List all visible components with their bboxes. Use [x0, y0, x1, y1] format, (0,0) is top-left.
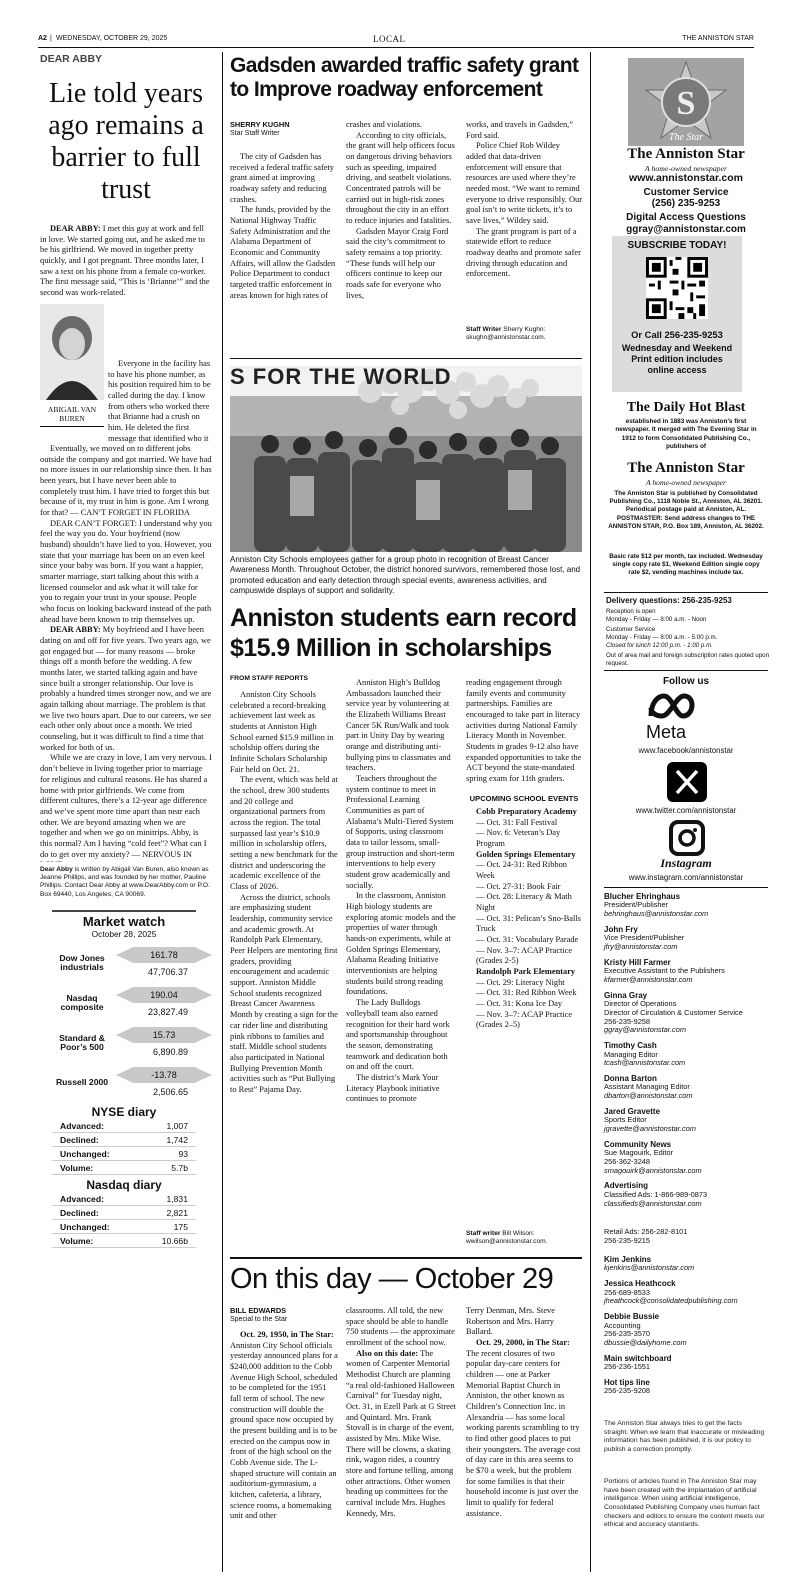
abby-portrait	[40, 304, 104, 428]
cs-phone: (256) 235-9253	[651, 197, 721, 209]
gadsden-headline: Gadsden awarded traffic safety grant to Improve roadway enforcement	[230, 54, 579, 102]
staff-name: Donna Barton	[604, 1074, 657, 1083]
gadsden-p2: The funds, provided by the National Highway Traffic Safety Administration and the Alabama Department of Economic and Community Affairs, will allow the Gadsden Police Department to conduct targeted traffic enforcement in areas known for high rates of	[230, 205, 336, 300]
staff-contact[interactable]: jfry@annistonstar.com	[604, 942, 678, 952]
event-item: — Oct. 27-31: Book Fair	[476, 881, 561, 891]
gadsden-p8: The grant program is part of a statewide effort to reduce roadway deaths and promote safer driving through education and enforcement.	[466, 226, 581, 279]
instagram-url[interactable]: www.instagram.com/annistonstar	[628, 873, 744, 882]
otd-1950-text: Anniston City School officials yesterday announced plans for a $240,000 addition to the Cobb Avenue High School, scheduled to be completed for the 1951 fall term of school. The new construction will double the ground space now occupied by the present building and is to be erected on the campus now in front of the high school on the Cobb Avenue side. The L-shaped structure will contain an auditorium-gymnasium, a kitchen, cafeteria, a library, science rooms, a homemaking unit and other	[230, 1340, 338, 1521]
paper-name: THE ANNISTON STAR	[682, 35, 754, 42]
anniston-p1: Anniston City Schools celebrated a record-breaking achievement last week as students at Anniston High School earned $15.9 million in scholship offers during the Infinite Scholars Scholarship Fair held on Oct. 21.	[230, 690, 334, 774]
meta-icon[interactable]	[646, 692, 696, 722]
index-level: 6,890.89	[152, 1047, 188, 1057]
event-item: — Nov. 6: Veteran’s Day Program	[476, 828, 561, 848]
anniston-col3	[466, 678, 582, 1031]
reception: Reception is open	[606, 608, 656, 615]
staff-directory	[604, 892, 770, 1214]
otd-also-text: The women of Carpenter Memorial Methodist Church are planning “a real old-fashioned Halloween Carnival” for Tuesday night, Oct. 31, in Ezell Park at G Street and Quintard. Mrs. Frank Stovall is in charge of the event, assisted by Mrs. Mike Wise. There will be clowns, a skating rink, wagon rides, a country store and fortune telling, among other attractions. Other women heading up committees for the carnival include Mrs. Hughes Kennedy, Mrs.	[346, 1348, 456, 1518]
masthead-2: The Anniston Star	[627, 460, 745, 476]
abby-portrait-image	[40, 304, 104, 400]
index-values	[112, 943, 196, 983]
ai-policy: Portions of articles found in The Anniston Star may have been created with the implantation of artificial intelligence. When using artificial intelligence, Consolidated Publishing Company uses human fact checkers and editors to ensure the content meets our ethical and accuracy standards.	[604, 1478, 765, 1529]
staff-entry	[604, 1255, 770, 1273]
reception-hours: Monday - Friday — 8:00 a.m. - Noon	[606, 616, 707, 624]
abby-p2-top	[108, 359, 212, 445]
onthisday-headline: On this day — October 29	[230, 1263, 554, 1295]
staff-contact[interactable]: kfarmer@annistonstar.com	[604, 974, 693, 984]
staff-title: Assistant Managing Editor	[604, 1082, 690, 1092]
anniston-p2: The event, which was held at the school, drew 300 students and 20 college and organizational partners from across the region. The total surpassed last year’s $10.9 million in scholarship offers, setting a new benchmark for the district and underscoring the academic excellence of the Class of 2026.	[230, 775, 338, 892]
gadsden-role: Star Staff Writer	[230, 130, 280, 137]
photo-caption: Anniston City Schools employees gather for a group photo in recognition of Breast Cancer Awareness Month. Throughout October, the district honored survivors, remembered those lost, and promoted education and early detection through special events, awareness activities, and campuswide displays of support and solidarity.	[230, 555, 581, 596]
hotblast-masthead: The Daily Hot Blast	[626, 400, 746, 415]
publisher-note: The Anniston Star is published by Consolidated Publishing Co., 1118 Noble St., Anniston, AL 36201. Periodical postage paid at Anniston, AL. POSTMASTER: Send address changes to THE ANNISTON STAR, P.O. Box 189, Anniston, AL 36202.	[608, 490, 764, 530]
abby-credit-text: is written by Abigail Van Buren, also known as Jeanne Phillips, and was founded by her mother, Pauline Phillips. Contact Dear Abby at www.DearAbby.com or P.O. Box 69440, Los Angeles, CA 90069.	[40, 866, 210, 898]
staff-entry	[604, 925, 770, 952]
nasdaq-rows	[52, 1192, 196, 1248]
instagram-icon[interactable]	[669, 820, 705, 856]
market-row	[52, 943, 196, 983]
anniston-byline: FROM STAFF REPORTS	[230, 675, 309, 682]
staff-entry	[604, 1354, 770, 1372]
gadsden-p7: Police Chief Rob Wildey added that data-driven enforcement will ensure that resources are used where they’re needed most. “We want to remind everyone to drive responsibly. Our goal isn’t to write tickets, it’s to save lives,” Wildey said.	[466, 141, 582, 226]
staff-entry	[604, 1041, 770, 1068]
onthisday-col1	[230, 1330, 338, 1568]
out-of-area: Out of area mail and foreign subscription rates quoted upon request.	[606, 652, 770, 668]
qr-code-icon[interactable]	[646, 257, 708, 319]
diary-label: Unchanged:	[60, 1222, 110, 1232]
cs-label: Customer Service	[643, 187, 729, 198]
event-item: — Oct. 29: Literacy Night	[476, 977, 565, 987]
diary-row	[52, 1119, 196, 1133]
diary-row	[52, 1147, 196, 1161]
access-note: Wednesday and Weekend Print edition includes online access	[621, 343, 733, 375]
staff-name: Ginna Gray	[604, 990, 648, 1000]
diary-value: 1,742	[166, 1135, 188, 1145]
index-level: 2,506.65	[152, 1087, 188, 1097]
anniston-col1	[230, 690, 338, 1250]
instagram-label: Instagram	[660, 856, 712, 870]
diary-row	[52, 1133, 196, 1147]
index-values	[112, 983, 196, 1023]
abby-credit	[40, 866, 212, 899]
diary-value: 93	[178, 1149, 188, 1159]
index-level: 23,827.49	[147, 1007, 188, 1017]
page-header: A2 | WEDNESDAY, OCTOBER 29, 2025 LOCAL THE ANNISTON STAR	[38, 34, 754, 44]
anniston-col2	[346, 678, 456, 1250]
index-values	[112, 1063, 196, 1103]
abby-p1-lead: DEAR ABBY:	[50, 224, 101, 233]
market-top-rule	[52, 910, 196, 912]
staff-entry	[604, 1140, 770, 1176]
school-name: Cobb Preparatory Academy	[476, 806, 577, 816]
market-row	[52, 983, 196, 1023]
photo-banner-text: S FOR THE WORLD	[230, 366, 452, 389]
index-change: 190.04	[150, 990, 178, 1000]
staff-title: Sports Editor	[604, 1115, 647, 1125]
staff-title: President/Publisher	[604, 900, 669, 910]
follow-rule	[604, 670, 768, 671]
staff-name: Timothy Cash	[604, 1041, 657, 1051]
events-list	[466, 807, 582, 1031]
column-divider-right	[590, 52, 591, 1572]
gadsden-p3: crashes and violations.	[346, 120, 423, 129]
market-date: October 28, 2025	[91, 929, 157, 939]
event-item: — Nov. 3–7: ACAP Practice (Grades 2–5)	[476, 1009, 573, 1030]
otd-names: Terry Denman, Mrs. Steve Robertson and Mrs. Harry Ballard.	[466, 1306, 555, 1337]
abby-p4: DEAR CAN’T FORGET: I understand why you feel the way you do. Your boyfriend (now husband) shouldn’t have lied to you. However, you state that your marriage has been on an even keel since your baby was born. If you want a happier, smarter marriage, start talking about this with a licensed counselor and ask what it will take for you to regain your trust in your spouse. People who focus on looking backward instead of the path ahead have been known to trip themselves up.	[40, 518, 212, 624]
delivery: Delivery questions: 256-235-9253	[606, 596, 732, 605]
anniston-tag-text: Bill Wilson: wwilson@annistonstar.com.	[466, 1230, 548, 1246]
gadsden-p5: Gadsden Mayor Craig Ford said the city’s commitment to safety remains a top priority. “These funds will help our officers continue to keep our roads safe for everyone who lives,	[346, 226, 449, 300]
group-photo	[230, 366, 582, 552]
otd-2000-lead: Oct. 29, 2000, in The Star:	[476, 1338, 570, 1348]
tagline: A home-owned newspaper	[644, 164, 728, 173]
onthisday-byline: BILL EDWARDS	[230, 1306, 287, 1315]
event-item: — Oct. 31: Red Ribbon Week	[476, 988, 577, 998]
staff-contact[interactable]: classifieds@annistonstar.com	[604, 1198, 702, 1208]
event-item: — Oct. 31: Fall Festival	[476, 817, 558, 827]
staff-name: Hot tips line	[604, 1377, 650, 1387]
index-values	[112, 1023, 196, 1063]
staff-entry	[604, 1074, 770, 1101]
staff-contact[interactable]: dbussie@dailyhome.com	[604, 1337, 687, 1347]
staff-rule	[604, 887, 768, 888]
instagram-camera-icon[interactable]	[673, 824, 701, 852]
otd-also-lead: Also on this date:	[356, 1348, 419, 1358]
event-item: — Oct. 28: Literacy & Math Night	[476, 892, 572, 912]
event-item: — Oct. 31: Kona Ice Day	[476, 998, 563, 1008]
staff-contact[interactable]: behringhaus@annistonstar.com	[604, 909, 709, 919]
event-item: — Nov. 3–7: ACAP Practice (Grades 2-5)	[476, 945, 573, 966]
page-number: A2	[38, 35, 47, 42]
x-icon[interactable]	[667, 762, 707, 802]
event-item: — Oct. 31: Vocabulary Parade	[476, 934, 579, 944]
staff-title: Classified Ads: 1-866-989-0873	[604, 1189, 708, 1199]
staff-title: Sue Magouirk, Editor 256-362-3248	[604, 1148, 674, 1166]
diary-row	[52, 1234, 196, 1248]
gadsden-rule	[230, 358, 582, 359]
twitter-url[interactable]: www.twitter.com/annistonstar	[635, 806, 737, 815]
gadsden-p4: According to city officials, the grant will help officers focus on dangerous driving behaviors such as speeding, impaired driving, and seatbelt violations. Concentrated patrols will be carried out in high-risk zones throughout the city in an effort to reduce injuries and fatalities.	[346, 130, 455, 226]
onthisday-role: Special to the Star	[230, 1316, 288, 1323]
diary-value: 175	[173, 1222, 188, 1232]
staff-contact[interactable]: smagouirk@annistonstar.com	[604, 1165, 702, 1175]
staff-name: Kristy Hill Farmer	[604, 957, 671, 967]
anniston-tag-lead: Staff writer	[466, 1230, 501, 1237]
staff-title: 256-236-1551	[604, 1362, 651, 1372]
logo-text: The Star	[668, 132, 704, 143]
staff-contact[interactable]: jheathcock@consolidatedpublishing.com	[604, 1296, 738, 1306]
rates: Basic rate $12 per month, tax included. Wednesday single copy rate $1, Weekend Edition single copy rate $2, vending machines include tax.	[609, 553, 763, 577]
otd-1950-lead: Oct. 29, 1950, in The Star:	[240, 1330, 334, 1339]
staff-title: Managing Editor	[604, 1049, 658, 1059]
cs2-hours: Monday - Friday — 8:00 a.m. - 5:00 p.m.	[606, 634, 718, 642]
site-url[interactable]: www.annistonstar.com	[629, 172, 743, 184]
subscribe-label[interactable]: SUBSCRIBE TODAY!	[627, 240, 727, 251]
meta-logo-icon[interactable]	[646, 692, 696, 722]
diary-label: Advanced:	[60, 1121, 104, 1131]
diary-value: 2,821	[166, 1208, 188, 1218]
gadsden-byline: SHERRY KUGHN	[230, 120, 290, 129]
anniston-headline: Anniston students earn record $15.9 Million in scholarships	[230, 604, 577, 662]
abby-headline: Lie told years ago remains a barrier to full trust	[48, 78, 204, 205]
school-name: Golden Springs Elementary	[476, 849, 576, 859]
market-row	[52, 1063, 196, 1103]
index-name: Standard & Poor’s 500	[59, 1032, 105, 1052]
staff-directory-2	[604, 1255, 770, 1402]
nyse-rows	[52, 1119, 196, 1175]
gadsden-p6: works, and travels in Gadsden,” Ford said.	[466, 120, 573, 140]
office-hours	[606, 608, 770, 668]
digital-email[interactable]: ggray@annistonstar.com	[626, 224, 746, 235]
anniston-p7: The Lady Bulldogs volleyball team also earned recognition for their hard work and sportsmanship throughout the season, demonstrating teamwork and dedication both on and off the court.	[346, 998, 450, 1072]
header-rule	[38, 47, 754, 48]
staff-name: Kim Jenkins	[604, 1255, 652, 1264]
event-item: — Oct. 24-31: Red Ribbon Week	[476, 860, 567, 880]
gadsden-col1	[230, 152, 338, 301]
diary-row	[52, 1206, 196, 1220]
anniston-p8: The district’s Mark Your Literacy Playbook initiative continues to promote	[346, 1072, 440, 1104]
staff-name: Main switchboard	[604, 1353, 672, 1363]
anniston-tagline	[466, 1230, 582, 1246]
staff-entry	[604, 1312, 770, 1348]
onthisday-col2	[346, 1306, 456, 1568]
abby-body-bottom	[40, 444, 212, 862]
onthisday-col3	[466, 1306, 582, 1568]
facebook-url[interactable]: www.facebook/annistonstar	[638, 746, 734, 755]
staff-name: Community News	[604, 1139, 672, 1149]
abby-p5: My boyfriend and I have been dating on and off for five years. Two years ago, we got engaged but — for many reasons — broke things off a month before the wedding. A few months later, we started talking again and have since built a stronger relationship. Our love is probably a hundred times stronger now, and we are again talking about marriage. The problem is that we live two hours apart. Due to our careers, we see each other only about once a month. We tried counseling, but it was difficult to find a time that worked for both of us.	[40, 625, 212, 752]
svg-text:S: S	[676, 85, 696, 122]
staff-name: Jared Gravette	[604, 1106, 661, 1116]
staff-title: Director of Operations Director of Circulation & Customer Service 256-235-9258	[604, 999, 743, 1026]
anniston-p4: Anniston High’s Bulldog Ambassadors launched their service year by volunteering at the Elizabeth Williams Breast Cancer 5K Run/Walk and took part in Unity Day by wearing orange and distributing anti-bullying pins to classmates and teachers.	[346, 678, 451, 773]
staff-entry	[604, 892, 770, 919]
nyse-title: NYSE diary	[91, 1105, 157, 1119]
diary-label: Declined:	[60, 1135, 99, 1145]
staff-contact[interactable]: jgravette@annistonstar.com	[604, 1124, 696, 1134]
abby-p6: While we are crazy in love, I am very nervous. I don’t believe in living together prior to marriage for religious and cultural reasons. He has shared a home with prior girlfriends. We come from different cultures, there’s a 12-year age difference and we’ve spent more time apart than near each other. We are beyond amazing when we are together and when we go on minitrips. Abby, is this normal? Am I having “cold feet”? What can I do to get over my anxiety? — NERVOUS IN	[40, 753, 212, 859]
index-change: -13.78	[151, 1070, 177, 1080]
staff-entry	[604, 1181, 770, 1208]
anniston-p9: reading engagement through family events and community partnerships. Families are encouraged to take part in literacy activities during National Family Literacy Month in November. Students in grades 9-12 also have expanded opportunities to take the ACT beyond the state-mandated spring exam for 11th graders.	[466, 678, 582, 784]
follow-us: Follow us	[662, 676, 710, 687]
event-item: — Oct. 31: Pelican’s Sno-Balls Truck	[476, 913, 581, 934]
abby-p3: Eventually, we moved on to different jobs outside the company and got married. We have had no more issues in our relationship since then. It has been years, but I have never been able to completely trust him. I have tried to forget this but because of it, my trust in him is gone. Am I wrong for that? — CAN’T FORGET IN FLORIDA	[40, 444, 212, 518]
market-rows	[52, 943, 196, 1103]
abby-credit-lead: Dear Abby	[40, 866, 73, 873]
market-watch	[52, 914, 196, 1248]
abby-kicker: DEAR ABBY	[40, 53, 103, 65]
staff-contact[interactable]: kjenkins@annistonstar.com	[604, 1263, 695, 1273]
diary-label: Volume:	[60, 1236, 94, 1246]
staff-contact[interactable]: tcash@annistonstar.com	[604, 1058, 686, 1068]
diary-value: 1,831	[166, 1194, 188, 1204]
index-change: 161.78	[150, 950, 178, 960]
hotblast-note: established in 1883 was Anniston’s first newspaper. It merged with The Evening Star in 1912 to form Consolidated Publishing Co., publishers of	[615, 418, 757, 450]
school-name: Randolph Park Elementary	[476, 966, 576, 976]
diary-label: Declined:	[60, 1208, 99, 1218]
or-call: Or Call 256-235-9253	[631, 329, 723, 340]
diary-label: Unchanged:	[60, 1149, 110, 1159]
header-date: WEDNESDAY, OCTOBER 29, 2025	[56, 35, 168, 42]
market-title: Market watch	[82, 914, 166, 929]
gadsden-tag-lead: Staff Writer	[466, 326, 502, 333]
otd-classrooms: classrooms. All told, the new space should be able to handle 750 students — the approximate enrollment of the school now.	[346, 1306, 455, 1348]
abby-p1: I met this guy at work and fell in love. We started going out, and he asked me to be his girlfriend. We moved in together pretty quickly, and I got pregnant. Three months later, I saw a text on his phone from a female co-worker. The first message said, “This is ‘Brianne’” and the second was work-related.	[40, 224, 210, 298]
section-name: LOCAL	[373, 34, 406, 44]
index-level: 47,706.37	[147, 967, 188, 977]
diary-row	[52, 1220, 196, 1234]
portrait-caption: ABIGAIL VAN BUREN	[47, 405, 97, 423]
anniston-p5: Teachers throughout the system continue to meet in Professional Learning Communities as part of Alabama’s Multi-Tiered System of Supports, using classroom data to tailor lessons, small-group instruction and short-term interventions to help every student grow academically and socially.	[346, 774, 455, 890]
abby-body-top	[40, 224, 212, 299]
otd-2000-text: The recent closures of two popular day-care centers for children — one at Parker Memorial Baptist Church in Anniston, the other known as Children’s Connection Inc. in Alexandria — has some local working parents scrambling to try to find other good places to put their youngsters. The average cost of day care in this area seems to be $70 a week, but the problem for some families is that their household income is just over the limit to qualify for federal assistance.	[466, 1348, 581, 1518]
column-divider-left	[222, 52, 223, 1572]
diary-label: Volume:	[60, 1163, 94, 1173]
diary-value: 1,007	[166, 1121, 188, 1131]
group-photo-image	[230, 366, 582, 552]
digital-label: Digital Access Questions	[626, 212, 746, 223]
staff-name: Blucher Ehringhaus	[604, 892, 681, 901]
index-name: Nasdaq composite	[60, 992, 104, 1012]
staff-entry	[604, 1279, 770, 1306]
staff-entry	[604, 1378, 770, 1396]
lunch: Closed for lunch 12:00 p.m. - 1:00 p.m.	[606, 642, 713, 650]
subscribe-box	[612, 236, 742, 392]
staff-title: Vice President/Publisher	[604, 933, 685, 943]
staff-name: Advertising	[604, 1181, 649, 1191]
staff-contact[interactable]: ggray@annistonstar.com	[604, 1025, 686, 1035]
gadsden-col2	[346, 120, 456, 301]
market-row	[52, 1023, 196, 1063]
index-change: 15.73	[152, 1030, 176, 1040]
staff-name: John Fry	[604, 924, 638, 934]
cs2: Customer Service	[606, 626, 656, 634]
staff-title: 256-689-8533	[604, 1287, 651, 1297]
nasdaq-title: Nasdaq diary	[86, 1178, 162, 1192]
masthead: The Anniston Star	[627, 146, 745, 162]
gadsden-tagline	[466, 326, 582, 342]
correction-policy: The Anniston Star always tries to get the facts straight. When we learn that inaccurate or misleading information has been published, it is our policy to publish a correction promptly.	[604, 1420, 765, 1454]
gadsden-col3	[466, 120, 582, 280]
anniston-p3: Across the district, schools are emphasizing student leadership, community service and academic growth. At Randolph Park Elementary, Peer Helpers are mentoring first graders, providing encouragement and academic support. Anniston Middle School students recognized Breast Cancer Awareness Month by creating a sign for the car rider line and distributing pink ribbons to families and staff. Middle school students also participated in National Bullying Prevention Month activities such as “Put Bullying to Rest” Pajama Day.	[230, 892, 338, 1094]
digital-access	[600, 212, 772, 236]
staff-entry	[604, 1107, 770, 1134]
abby-p5-lead: DEAR ABBY:	[50, 625, 101, 635]
diary-row	[52, 1192, 196, 1206]
rates-rule	[604, 592, 768, 593]
staff-entry	[604, 958, 770, 985]
events-title: UPCOMING SCHOOL EVENTS	[469, 793, 579, 803]
gadsden-tag-text: Sherry Kughn: skughn@annistonstar.com.	[466, 326, 546, 342]
diary-value: 5.7b	[171, 1163, 188, 1173]
staff-entry	[604, 991, 770, 1035]
staff-title: 256-235-9208	[604, 1386, 651, 1396]
index-name: Dow Jones industrials	[59, 952, 105, 972]
staff-title: Accounting 256-235-3570	[604, 1320, 651, 1339]
diary-value: 10.66b	[161, 1236, 188, 1246]
tagline-2: A home-owned newspaper	[645, 478, 726, 487]
anniston-p6: In the classroom, Anniston High biology students are exploring atomic models and the properties of water through hands-on experiments, while at Golden Springs Elementary, Alabama Reading Initiative interventionists are helping students build strong reading foundations.	[346, 891, 456, 997]
gadsden-p1: The city of Gadsden has received a federal traffic safety grant aimed at improving roadway safety and reducing crashes.	[230, 152, 334, 204]
diary-row	[52, 1161, 196, 1175]
star-logo	[628, 58, 744, 146]
staff-name: Jessica Heathcock	[604, 1279, 676, 1289]
portrait-rule	[40, 426, 104, 427]
diary-label: Advanced:	[60, 1194, 104, 1204]
customer-service	[600, 188, 772, 209]
x-logo-icon[interactable]	[667, 762, 707, 802]
staff-name: Debbie Bussie	[604, 1312, 660, 1322]
onthisday-rule	[230, 1257, 582, 1259]
index-name: Russell 2000	[55, 1077, 109, 1088]
staff-title: Executive Assistant to the Publishers	[604, 966, 725, 976]
abby-p2: Everyone in the facility has to have his phone number, as his position required him to be called during the day. I know from others who worked there that Brianne had a crush on him. He deleted the first message that identified who it	[108, 359, 211, 443]
meta-label: Meta	[646, 722, 687, 742]
staff-contact[interactable]: dbarton@annistonstar.com	[604, 1091, 693, 1101]
retail-ads: Retail Ads: 256-282-8101 256-235-9215	[604, 1227, 688, 1245]
